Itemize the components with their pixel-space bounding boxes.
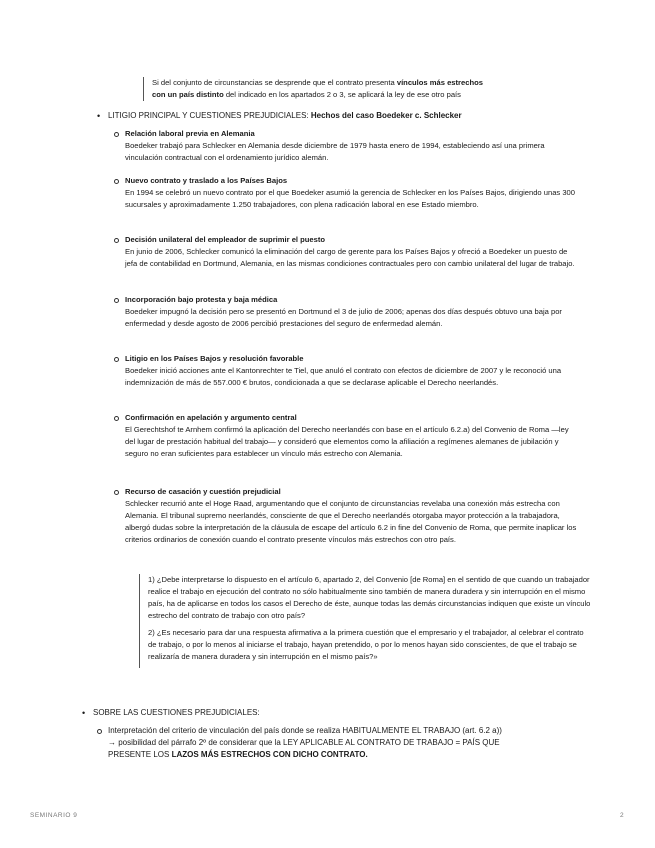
sobre-line-2: → posibilidad del párrafo 2º de considerar que la LEY APLICABLE AL CONTRATO DE TRABAJO = PAÍS QUE [108,738,500,747]
intro-quote-pre: Si del conjunto de circunstancias se desprende que el contrato presenta [152,78,397,87]
fact-text: En 1994 se celebró un nuevo contrato por el que Boedeker asumió la gerencia de Schlecker en los Países Bajos, dirigiendo unas 300 sucursales y aproximadamente 1.250 trabajadores, con plena radicación laboral en ese Estado miembro. [125,188,576,209]
intro-quote-bold-2: con un país distinto [152,90,224,99]
litigio-heading [108,110,462,122]
question-2: 2) ¿Es necesario para dar una respuesta afirmativa a la primera cuestión que el empresario y el trabajador, al celebrar el contrato de trabajo, o por lo menos al iniciarse el trabajo, hayan pretendido, o por lo menos hayan sido conscientes, de que el trabajo se realizaría de manera duradera y sin interrupción en el mismo país?» [148,628,584,661]
fact-text: El Gerechtshof te Arnhem confirmó la aplicación del Derecho neerlandés con base en el artículo 6.2.a) del Convenio de Roma —ley del lugar de prestación habitual del trabajo— y consideró que elementos como la afiliación a regímenes alemanes de jubilación y seguro no eran suficientes para establecer un vínculo más estrecho con Alemania. [125,425,569,458]
fact-text: Boedeker impugnó la decisión pero se presentó en Dortmund el 3 de julio de 2006; apenas dos días después obtuvo una baja por enfermedad y desde agosto de 2006 percibió prestaciones del seguro de enfermedad alemán. [125,307,562,328]
sobre-heading: • SOBRE LAS CUESTIONES PREJUDICIALES: [93,707,260,719]
sobre-line-3-pre: PRESENTE LOS [108,750,172,759]
sobre-line-1: Interpretación del criterio de vinculación del país donde se realiza HABITUALMENTE EL TRABAJO (art. 6.2 a)) [108,726,502,735]
sobre-item [108,725,588,761]
fact-title: Relación laboral previa en Alemania [125,129,255,138]
fact-item [125,294,580,330]
fact-item [125,128,580,164]
fact-title: Litigio en los Países Bajos y resolución favorable [125,354,304,363]
fact-text: Schlecker recurrió ante el Hoge Raad, argumentando que el conjunto de circunstancias revelaba una conexión más estrecha con Alemania. El tribunal supremo neerlandés, consciente de que el Derecho neerlandés otorgaba mayor protección a la trabajadora, albergó dudas sobre la interpretación de la cláusula de escape del artículo 6.2 in fine del Convenio de Roma, que permite inaplicar los criterios ordinarios de conexión cuando el contrato presente vínculos más estrechos con otro país. [125,499,577,544]
fact-title: Recurso de casación y cuestión prejudicial [125,487,281,496]
fact-title: Nuevo contrato y traslado a los Países Bajos [125,176,288,185]
litigio-label: LITIGIO PRINCIPAL Y CUESTIONES PREJUDICIALES: [108,111,311,120]
fact-title: Decisión unilateral del empleador de suprimir el puesto [125,235,326,244]
fact-item [125,412,580,460]
footer-page-number: 2 [620,812,624,819]
fact-item [125,486,580,546]
prejudicial-questions-quote [139,574,592,668]
litigio-bold: Hechos del caso Boedeker c. Schlecker [310,111,462,120]
fact-text: Boedeker trabajó para Schlecker en Alemania desde diciembre de 1979 hasta enero de 1994, estableciendo así una primera vinculación contractual con el ordenamiento jurídico alemán. [125,141,545,162]
fact-item [125,175,580,211]
intro-quote-bold-1: vínculos más estrechos [396,78,483,87]
fact-item [125,353,580,389]
fact-item [125,234,580,270]
fact-title: Incorporación bajo protesta y baja médica [125,295,278,304]
intro-quote [143,77,592,101]
question-1: 1) ¿Debe interpretarse lo dispuesto en el artículo 6, apartado 2, del Convenio [de Roma] en el sentido de que cuando un trabajador realice el trabajo en ejecución del contrato no sólo habitualmente sino también de manera duradera y sin interrupción en el mismo país, ha de aplicarse en todos los casos el Derecho de éste, aunque todas las demás circunstancias indiquen que existe un vínculo estrecho del contrato de trabajo con otro país? [148,575,591,620]
fact-text: En junio de 2006, Schlecker comunicó la eliminación del cargo de gerente para los Países Bajos y ofreció a Boedeker un puesto de jefa de contabilidad en Dortmund, Alemania, en las mismas condiciones contractuales pero con cambio unilateral del lugar de trabajo. [125,247,575,268]
fact-text: Boedeker inició acciones ante el Kantonrechter te Tiel, que anuló el contrato con efectos de diciembre de 2007 y le reconoció una indemnización de más de 557.000 € brutos, condicionada a que se declarase aplicable el Derecho neerlandés. [125,366,562,387]
intro-quote-post: del indicado en los apartados 2 o 3, se aplicará la ley de ese otro país [223,90,461,99]
footer-seminar-label: SEMINARIO 9 [30,812,78,819]
sobre-line-3-bold: LAZOS MÁS ESTRECHOS CON DICHO CONTRATO. [171,750,368,759]
fact-title: Confirmación en apelación y argumento central [125,413,297,422]
